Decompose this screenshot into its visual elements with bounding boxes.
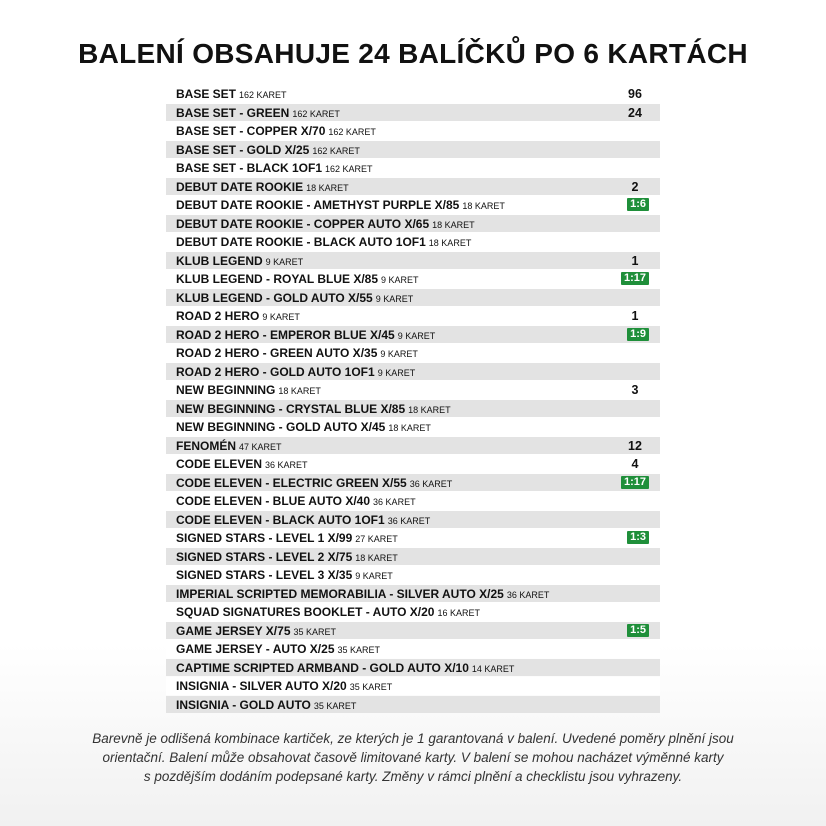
- card-set-label: KLUB LEGEND: [176, 253, 263, 268]
- cards-per-box: 96: [628, 87, 642, 101]
- card-set-name: [176, 418, 431, 437]
- card-count: 16 KARET: [437, 608, 480, 618]
- card-set-label: SIGNED STARS - LEVEL 2 X/75: [176, 549, 353, 564]
- table-row: [166, 363, 660, 381]
- card-set-name: [176, 640, 380, 659]
- table-row: [166, 104, 660, 122]
- table-row: [166, 381, 660, 399]
- cards-per-box: 12: [628, 438, 642, 453]
- table-row: [166, 141, 660, 159]
- card-set-name: [176, 289, 413, 308]
- card-set-label: INSIGNIA - SILVER AUTO X/20: [176, 679, 347, 693]
- table-row: [166, 529, 660, 547]
- footnote-line: s pozdějším dodáním podepsané karty. Změny v rámci plnění a checklistu jsou vyhrazeny.: [143, 769, 683, 784]
- table-row: [166, 659, 660, 677]
- card-set-name: [176, 622, 336, 641]
- card-set-label: SQUAD SIGNATURES BOOKLET - AUTO X/20: [176, 605, 435, 619]
- table-row: [166, 122, 660, 140]
- card-set-name: [176, 400, 451, 419]
- card-count: 27 KARET: [355, 534, 398, 544]
- table-row: [166, 85, 660, 103]
- table-row: [166, 455, 660, 473]
- card-set-name: [176, 566, 393, 585]
- card-count: 18 KARET: [462, 201, 505, 211]
- card-set-label: ROAD 2 HERO: [176, 309, 260, 323]
- card-count: 18 KARET: [428, 238, 472, 248]
- card-count: 18 KARET: [306, 182, 349, 193]
- table-row: [166, 400, 660, 418]
- table-row: [166, 548, 660, 566]
- table-row: [166, 215, 660, 233]
- card-set-label: KLUB LEGEND - GOLD AUTO X/55: [176, 290, 373, 305]
- cards-per-box: 2: [631, 179, 639, 194]
- odds-badge: 1:5: [627, 624, 649, 637]
- table-row: [166, 252, 660, 270]
- card-count: 9 KARET: [377, 367, 416, 378]
- card-set-name: [176, 696, 356, 715]
- table-row: [166, 178, 660, 196]
- table-row: [166, 326, 660, 344]
- card-count: 35 KARET: [293, 626, 337, 637]
- footnote-line: Barevně je odlišená kombinace kartiček, ze kterých je 1 garantovaná v balení. Uvedené poměry plnění jsou: [92, 731, 734, 746]
- card-set-name: [176, 326, 435, 345]
- card-set-name: [176, 381, 321, 400]
- table-row: [166, 677, 660, 695]
- card-set-name: [176, 455, 308, 474]
- odds-badge: 1:17: [621, 272, 649, 285]
- card-set-label: ROAD 2 HERO - EMPEROR BLUE X/45: [176, 327, 395, 342]
- table-row: [166, 696, 660, 714]
- odds-badge: 1:6: [627, 198, 649, 211]
- card-count: 162 KARET: [292, 108, 340, 119]
- card-count: 36 KARET: [373, 497, 416, 507]
- card-set-label: KLUB LEGEND - ROYAL BLUE X/85: [176, 272, 379, 286]
- card-set-label: BASE SET - COPPER X/70: [176, 124, 326, 138]
- card-set-name: [176, 529, 398, 548]
- card-set-label: DEBUT DATE ROOKIE - BLACK AUTO 1OF1: [176, 235, 426, 249]
- card-set-label: SIGNED STARS - LEVEL 1 X/99: [176, 531, 353, 545]
- card-set-label: BASE SET - GREEN: [176, 105, 290, 120]
- table-row: [166, 437, 660, 455]
- table-row: [166, 603, 660, 621]
- card-set-name: [176, 492, 416, 511]
- card-set-name: [176, 270, 419, 289]
- card-set-label: SIGNED STARS - LEVEL 3 X/35: [176, 568, 353, 582]
- card-count: 162 KARET: [239, 90, 287, 100]
- card-set-label: CAPTIME SCRIPTED ARMBAND - GOLD AUTO X/10: [176, 660, 469, 675]
- card-count: 9 KARET: [381, 275, 419, 285]
- table-row: [166, 566, 660, 584]
- card-count: 9 KARET: [265, 256, 304, 267]
- card-set-name: [176, 659, 514, 678]
- card-set-name: [176, 603, 480, 622]
- cards-per-box: 4: [631, 457, 639, 471]
- table-row: [166, 585, 660, 603]
- card-set-name: [176, 196, 505, 215]
- odds-badge: 1:17: [621, 476, 649, 489]
- table-row: [166, 511, 660, 529]
- card-set-name: [176, 215, 475, 234]
- table-row: [166, 159, 660, 177]
- cards-per-box: 1: [631, 309, 639, 323]
- card-set-label: DEBUT DATE ROOKIE - COPPER AUTO X/65: [176, 216, 430, 231]
- table-row: [166, 270, 660, 288]
- card-count: 36 KARET: [265, 460, 308, 470]
- card-set-name: [176, 252, 303, 271]
- card-count: 9 KARET: [262, 312, 300, 322]
- card-set-name: [176, 344, 418, 363]
- card-set-label: IMPERIAL SCRIPTED MEMORABILIA - SILVER AUTO X/25: [176, 586, 504, 601]
- card-set-label: GAME JERSEY X/75: [176, 623, 291, 638]
- card-set-label: CODE ELEVEN - BLUE AUTO X/40: [176, 494, 371, 508]
- card-set-label: CODE ELEVEN: [176, 457, 263, 471]
- card-count: 162 KARET: [312, 145, 360, 156]
- card-count: 9 KARET: [355, 571, 393, 581]
- card-set-label: NEW BEGINNING: [176, 383, 276, 397]
- card-count: 36 KARET: [387, 515, 431, 526]
- odds-badge: 1:9: [627, 328, 649, 341]
- card-set-label: BASE SET: [176, 87, 237, 101]
- cards-per-box: 3: [631, 383, 639, 397]
- card-set-label: DEBUT DATE ROOKIE: [176, 179, 304, 194]
- card-set-name: [176, 178, 349, 197]
- table-row: [166, 418, 660, 436]
- card-set-name: [176, 677, 392, 696]
- card-set-label: CODE ELEVEN - BLACK AUTO 1OF1: [176, 512, 385, 527]
- card-set-name: [176, 437, 282, 456]
- card-set-name: [176, 122, 376, 141]
- card-count: 35 KARET: [337, 645, 381, 655]
- odds-badge: 1:3: [627, 531, 649, 544]
- page-title: BALENÍ OBSAHUJE 24 BALÍČKŮ PO 6 KARTÁCH: [78, 38, 748, 69]
- cards-per-box: 24: [628, 105, 642, 120]
- card-count: 35 KARET: [313, 700, 357, 711]
- card-count: 18 KARET: [408, 404, 451, 415]
- table-row: [166, 289, 660, 307]
- card-set-label: ROAD 2 HERO - GOLD AUTO 1OF1: [176, 364, 375, 379]
- card-count: 9 KARET: [397, 330, 436, 341]
- card-count: 18 KARET: [355, 552, 398, 563]
- table-row: [166, 344, 660, 362]
- card-count: 36 KARET: [506, 589, 550, 600]
- card-count: 9 KARET: [380, 349, 418, 359]
- card-set-name: [176, 159, 373, 178]
- card-set-name: [176, 141, 360, 160]
- card-set-label: CODE ELEVEN - ELECTRIC GREEN X/55: [176, 475, 407, 490]
- card-set-label: GAME JERSEY - AUTO X/25: [176, 642, 335, 656]
- card-count: 47 KARET: [239, 441, 282, 452]
- cards-per-box: 1: [631, 253, 639, 268]
- card-set-label: FENOMÉN: [176, 438, 236, 453]
- table-row: [166, 474, 660, 492]
- card-count: 162 KARET: [328, 127, 376, 137]
- footnote: [40, 729, 786, 786]
- card-set-label: ROAD 2 HERO - GREEN AUTO X/35: [176, 346, 378, 360]
- card-count: 18 KARET: [388, 423, 431, 433]
- card-set-label: BASE SET - BLACK 1OF1: [176, 161, 323, 175]
- card-set-name: [176, 548, 398, 567]
- table-row: [166, 640, 660, 658]
- card-count: 36 KARET: [409, 478, 453, 489]
- card-set-name: [176, 104, 340, 123]
- table-row: [166, 233, 660, 251]
- footnote-line: orientační. Balení může obsahovat časově limitované karty. V balení se mohou nacházet výměnné karty: [102, 750, 724, 765]
- card-set-name: [176, 363, 415, 382]
- table-row: [166, 196, 660, 214]
- card-count: 18 KARET: [432, 219, 475, 230]
- card-set-label: NEW BEGINNING - GOLD AUTO X/45: [176, 420, 386, 434]
- card-count: 9 KARET: [375, 293, 414, 304]
- card-count: 18 KARET: [278, 386, 321, 396]
- card-count: 14 KARET: [471, 663, 515, 674]
- card-set-name: [176, 474, 452, 493]
- table-row: [166, 307, 660, 325]
- card-set-label: INSIGNIA - GOLD AUTO: [176, 697, 311, 712]
- card-set-name: [176, 85, 287, 104]
- checklist-table: [166, 85, 660, 714]
- card-set-name: [176, 233, 471, 252]
- card-set-name: [176, 307, 300, 326]
- card-set-name: [176, 511, 430, 530]
- card-count: 162 KARET: [325, 164, 373, 174]
- table-row: [166, 492, 660, 510]
- card-set-label: NEW BEGINNING - CRYSTAL BLUE X/85: [176, 401, 406, 416]
- table-row: [166, 622, 660, 640]
- card-set-label: BASE SET - GOLD X/25: [176, 142, 310, 157]
- card-set-label: DEBUT DATE ROOKIE - AMETHYST PURPLE X/85: [176, 198, 460, 212]
- card-count: 35 KARET: [349, 682, 393, 692]
- card-set-name: [176, 585, 549, 604]
